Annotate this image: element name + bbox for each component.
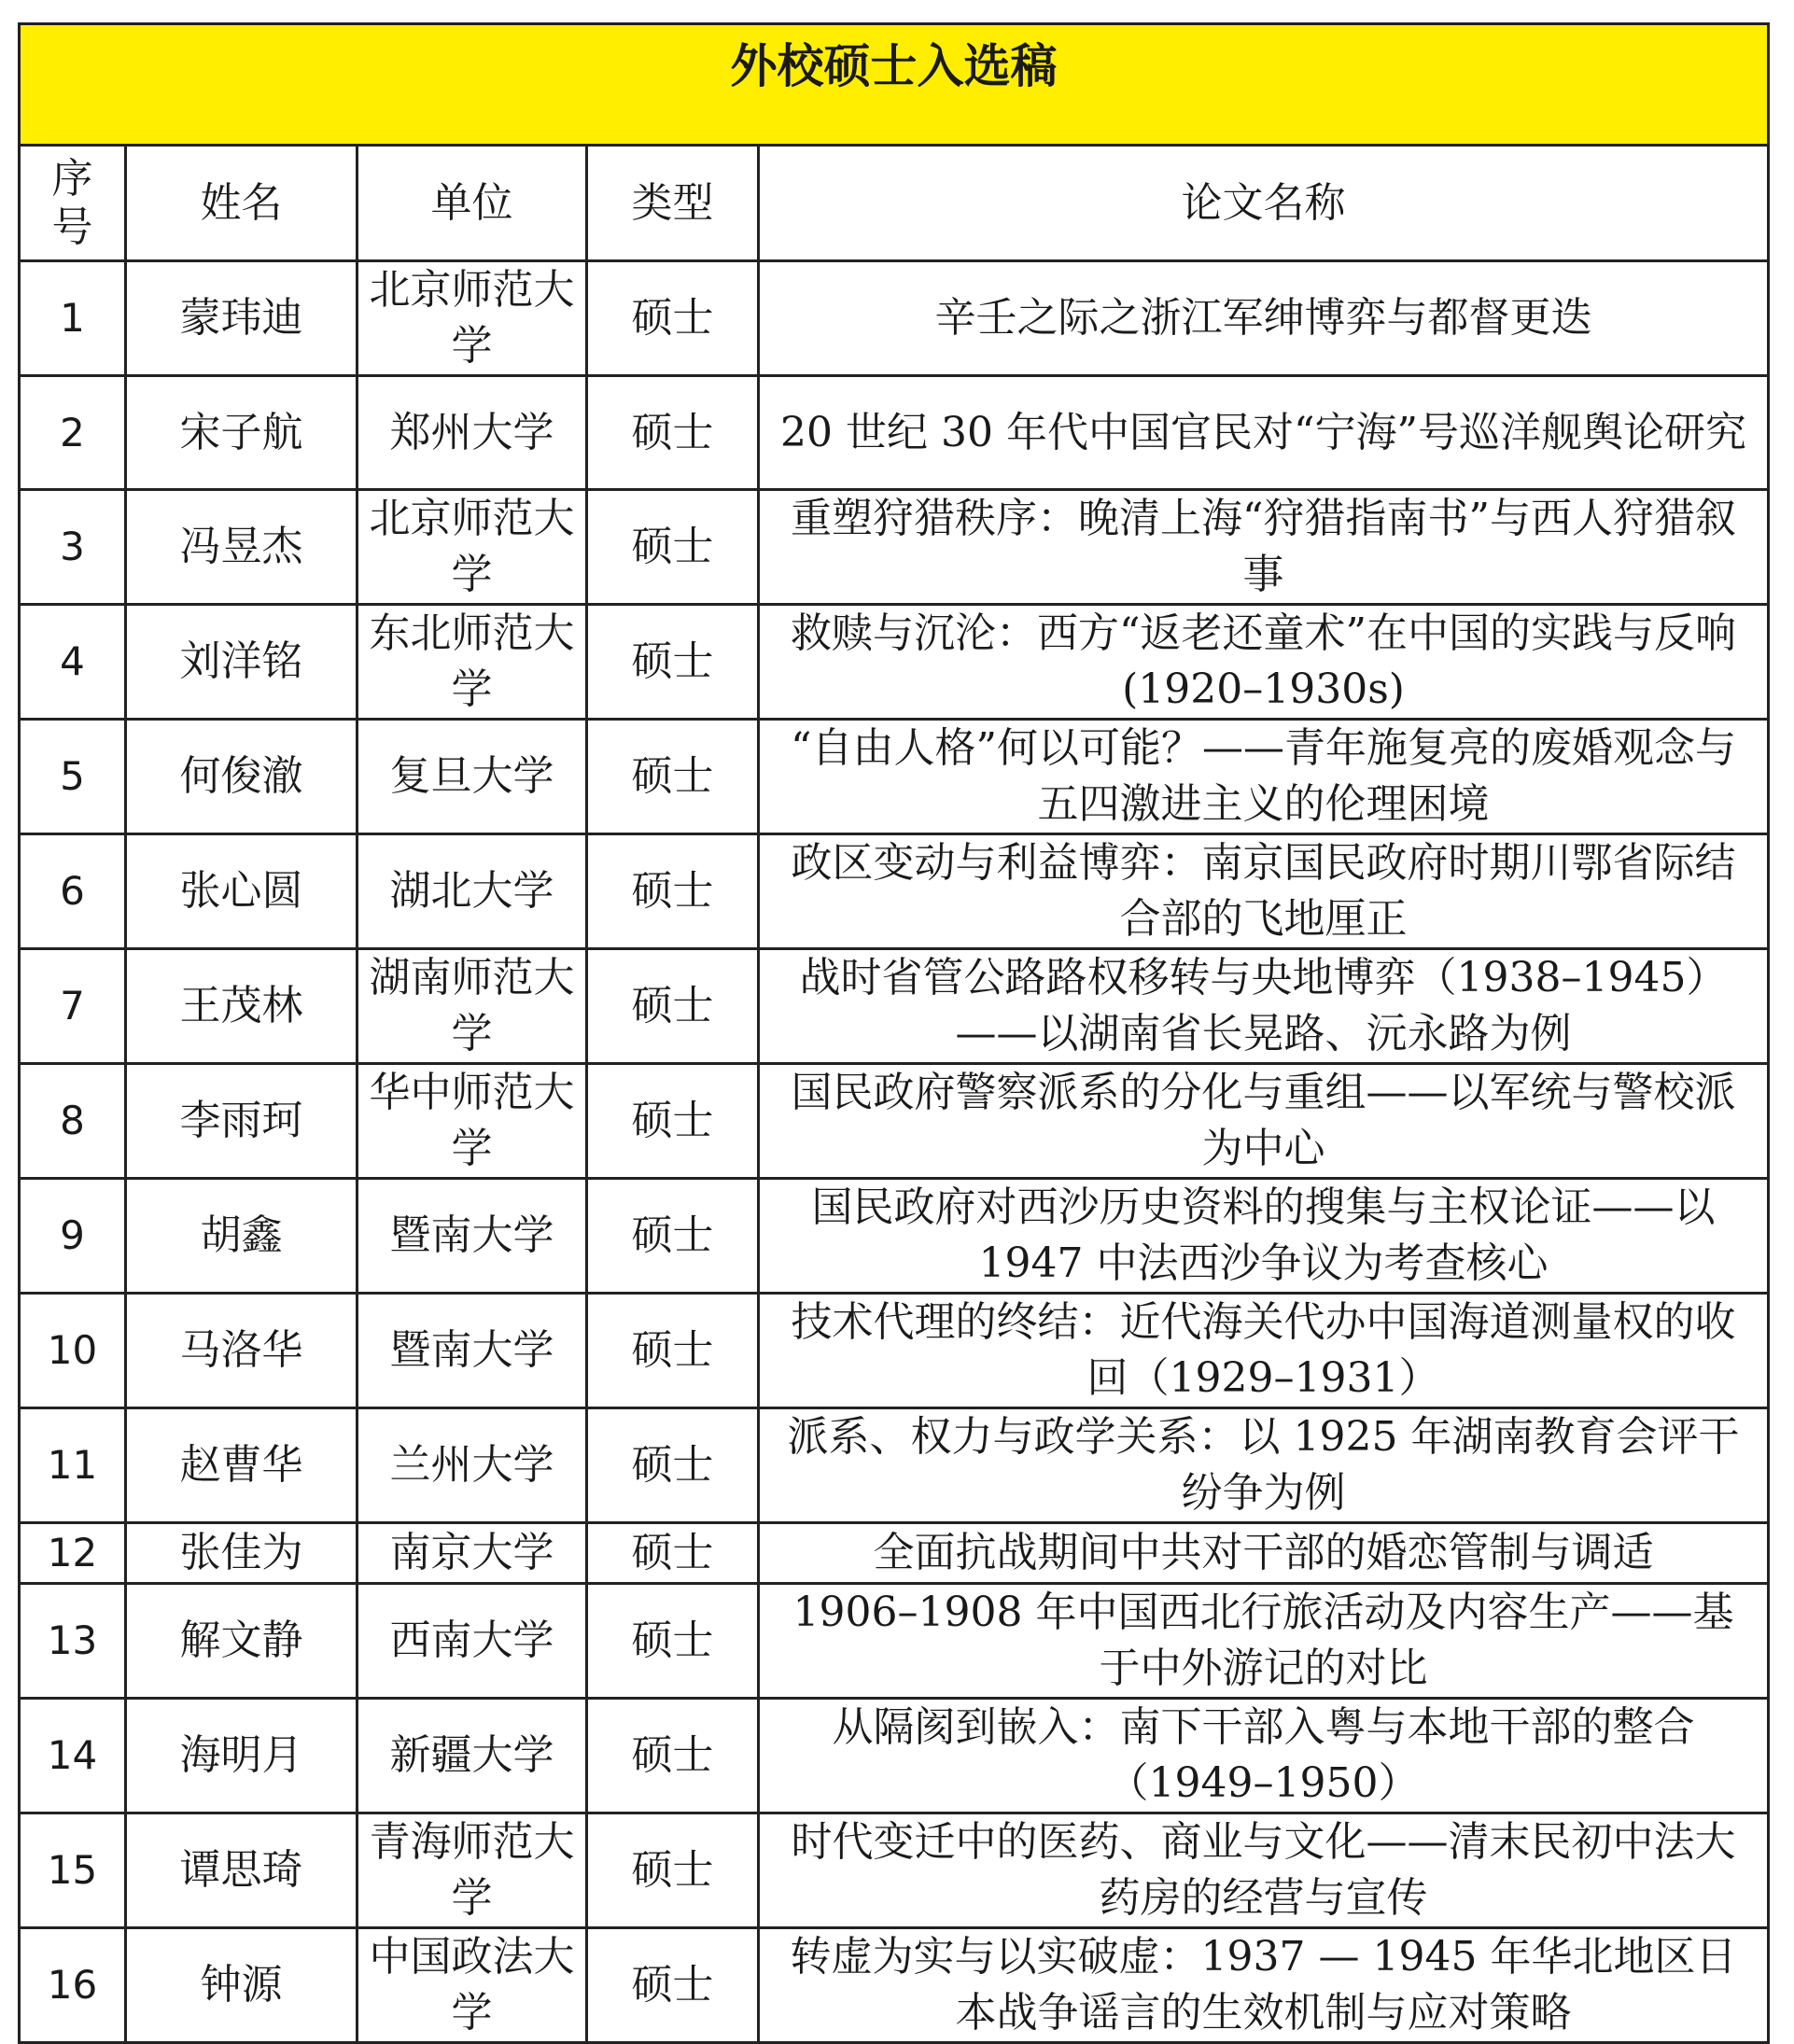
degree-type: 硕士 xyxy=(587,1064,759,1179)
degree-type: 硕士 xyxy=(587,261,759,376)
institution: 青海师范大学 xyxy=(357,1813,587,1928)
author-name: 王茂林 xyxy=(126,949,357,1064)
author-name: 李雨珂 xyxy=(126,1064,357,1179)
author-name: 钟源 xyxy=(126,1928,357,2043)
institution: 南京大学 xyxy=(357,1523,587,1584)
row-number: 11 xyxy=(20,1408,126,1523)
degree-type: 硕士 xyxy=(587,1179,759,1294)
degree-type: 硕士 xyxy=(587,949,759,1064)
degree-type: 硕士 xyxy=(587,1408,759,1523)
thesis-title: 20 世纪 30 年代中国官民对“宁海”号巡洋舰舆论研究 xyxy=(759,376,1769,490)
table-row xyxy=(20,1064,1769,1179)
thesis-title: 1906–1908 年中国西北行旅活动及内容生产——基于中外游记的对比 xyxy=(759,1584,1769,1699)
thesis-title: 政区变动与利益博弈：南京国民政府时期川鄂省际结合部的飞地厘正 xyxy=(759,834,1769,949)
row-number: 14 xyxy=(20,1699,126,1813)
table-row xyxy=(20,1179,1769,1294)
author-name: 马洛华 xyxy=(126,1294,357,1408)
institution: 北京师范大学 xyxy=(357,261,587,376)
institution: 湖南师范大学 xyxy=(357,949,587,1064)
thesis-title: 全面抗战期间中共对干部的婚恋管制与调适 xyxy=(759,1523,1769,1584)
degree-type: 硕士 xyxy=(587,490,759,605)
table-row xyxy=(20,376,1769,490)
header-thesis: 论文名称 xyxy=(759,146,1769,261)
row-number: 10 xyxy=(20,1294,126,1408)
institution: 中国政法大学 xyxy=(357,1928,587,2043)
row-number: 3 xyxy=(20,490,126,605)
author-name: 赵曹华 xyxy=(126,1408,357,1523)
author-name: 胡鑫 xyxy=(126,1179,357,1294)
author-name: 张心圆 xyxy=(126,834,357,949)
institution: 新疆大学 xyxy=(357,1699,587,1813)
institution: 复旦大学 xyxy=(357,720,587,834)
row-number: 12 xyxy=(20,1523,126,1584)
thesis-title: 时代变迁中的医药、商业与文化——清末民初中法大药房的经营与宣传 xyxy=(759,1813,1769,1928)
table-row xyxy=(20,1699,1769,1813)
table-title: 外校硕士入选稿 xyxy=(20,24,1769,146)
table-row xyxy=(20,261,1769,376)
thesis-title: 转虚为实与以实破虚：1937 — 1945 年华北地区日本战争谣言的生效机制与应对策略 xyxy=(759,1928,1769,2043)
author-name: 刘洋铭 xyxy=(126,605,357,720)
row-number: 4 xyxy=(20,605,126,720)
institution: 东北师范大学 xyxy=(357,605,587,720)
row-number: 1 xyxy=(20,261,126,376)
institution: 湖北大学 xyxy=(357,834,587,949)
table-row xyxy=(20,1523,1769,1584)
thesis-title: 国民政府警察派系的分化与重组——以军统与警校派为中心 xyxy=(759,1064,1769,1179)
degree-type: 硕士 xyxy=(587,720,759,834)
thesis-title: 战时省管公路路权移转与央地博弈（1938–1945）——以湖南省长晃路、沅永路为例 xyxy=(759,949,1769,1064)
degree-type: 硕士 xyxy=(587,376,759,490)
row-number: 16 xyxy=(20,1928,126,2043)
institution: 西南大学 xyxy=(357,1584,587,1699)
row-number: 6 xyxy=(20,834,126,949)
institution: 暨南大学 xyxy=(357,1179,587,1294)
table-row xyxy=(20,490,1769,605)
degree-type: 硕士 xyxy=(587,1584,759,1699)
degree-type: 硕士 xyxy=(587,834,759,949)
thesis-title: 国民政府对西沙历史资料的搜集与主权论证——以 1947 中法西沙争议为考查核心 xyxy=(759,1179,1769,1294)
row-number: 5 xyxy=(20,720,126,834)
header-type: 类型 xyxy=(587,146,759,261)
author-name: 张佳为 xyxy=(126,1523,357,1584)
table-row xyxy=(20,1408,1769,1523)
institution: 北京师范大学 xyxy=(357,490,587,605)
institution: 华中师范大学 xyxy=(357,1064,587,1179)
table-row xyxy=(20,1584,1769,1699)
institution: 兰州大学 xyxy=(357,1408,587,1523)
header-name: 姓名 xyxy=(126,146,357,261)
header-unit: 单位 xyxy=(357,146,587,261)
row-number: 15 xyxy=(20,1813,126,1928)
row-number: 13 xyxy=(20,1584,126,1699)
thesis-title: 重塑狩猎秩序：晚清上海“狩猎指南书”与西人狩猎叙事 xyxy=(759,490,1769,605)
author-name: 海明月 xyxy=(126,1699,357,1813)
institution: 暨南大学 xyxy=(357,1294,587,1408)
degree-type: 硕士 xyxy=(587,1928,759,2043)
author-name: 蒙玮迪 xyxy=(126,261,357,376)
table-row xyxy=(20,1813,1769,1928)
author-name: 宋子航 xyxy=(126,376,357,490)
table-row xyxy=(20,1294,1769,1408)
thesis-title: 派系、权力与政学关系：以 1925 年湖南教育会评干纷争为例 xyxy=(759,1408,1769,1523)
thesis-title: 从隔阂到嵌入：南下干部入粤与本地干部的整合（1949–1950） xyxy=(759,1699,1769,1813)
row-number: 8 xyxy=(20,1064,126,1179)
author-name: 解文静 xyxy=(126,1584,357,1699)
degree-type: 硕士 xyxy=(587,1699,759,1813)
table-row xyxy=(20,949,1769,1064)
table-row xyxy=(20,834,1769,949)
table-row xyxy=(20,720,1769,834)
degree-type: 硕士 xyxy=(587,605,759,720)
table-body xyxy=(20,261,1769,2043)
degree-type: 硕士 xyxy=(587,1294,759,1408)
header-seq: 序号 xyxy=(20,146,126,261)
row-number: 7 xyxy=(20,949,126,1064)
author-name: 冯昱杰 xyxy=(126,490,357,605)
thesis-title: 辛壬之际之浙江军绅博弈与都督更迭 xyxy=(759,261,1769,376)
author-name: 何俊澈 xyxy=(126,720,357,834)
degree-type: 硕士 xyxy=(587,1523,759,1584)
row-number: 2 xyxy=(20,376,126,490)
thesis-title: “自由人格”何以可能？——青年施复亮的废婚观念与五四激进主义的伦理困境 xyxy=(759,720,1769,834)
row-number: 9 xyxy=(20,1179,126,1294)
selection-table xyxy=(18,22,1770,2044)
degree-type: 硕士 xyxy=(587,1813,759,1928)
thesis-title: 技术代理的终结：近代海关代办中国海道测量权的收回（1929–1931） xyxy=(759,1294,1769,1408)
author-name: 谭思琦 xyxy=(126,1813,357,1928)
institution: 郑州大学 xyxy=(357,376,587,490)
thesis-title: 救赎与沉沦：西方“返老还童术”在中国的实践与反响(1920–1930s) xyxy=(759,605,1769,720)
table-row xyxy=(20,1928,1769,2043)
table-row xyxy=(20,605,1769,720)
